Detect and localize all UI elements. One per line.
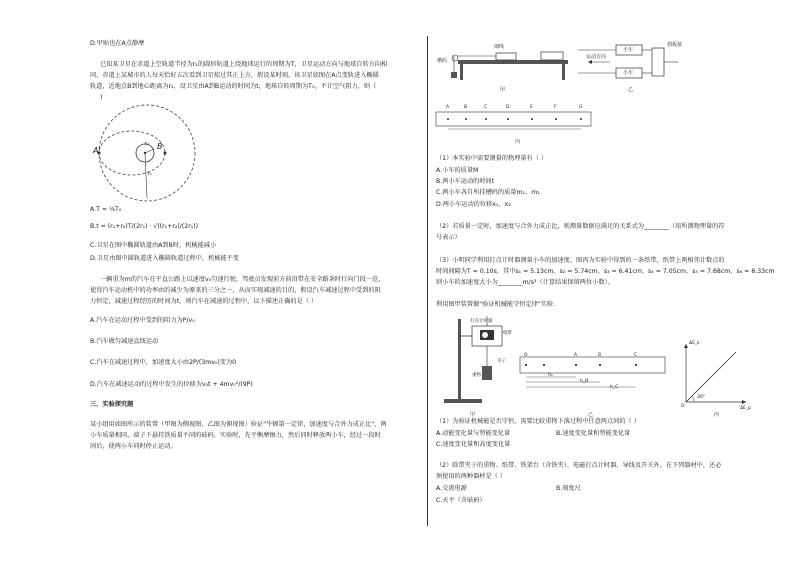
label-bing-top: 丙 [515, 139, 521, 145]
car-option-a: A.汽车在运动过程中受到的阻力为P/v₀ [90, 317, 195, 324]
tape-letter-c: C [484, 105, 488, 110]
label-hc: h_C [610, 385, 619, 390]
label-a: A [574, 353, 578, 358]
sat-option-b: B.t = (r₁+r₂)T/(2r₁) · √((r₁+r₂)/(2r₁)) [90, 223, 199, 230]
q1-text: （1）本实验中需要测量的物理量有（ ） [436, 155, 548, 162]
label-axis-x: ΔE_p [740, 406, 752, 411]
mech-intro: 利用图甲装置做"验证机械能守恒定律"实验. [436, 301, 556, 308]
mq2-option-c: C.天平（含砝码） [436, 497, 486, 504]
tape-letter-d: D [506, 105, 510, 110]
label-car2: 小车 [623, 70, 634, 76]
sat-option-c: C.卫星在图中椭圆轨道由A到B时，机械能减小 [90, 242, 217, 249]
label-yi-mid: 乙 [588, 412, 594, 418]
label-hb: h_B [580, 379, 589, 384]
orbit-figure [92, 103, 202, 213]
mech-tape-figure-yi [520, 352, 670, 392]
label-timer: 打点计时器 [470, 319, 493, 324]
q1-option-c: C.两小车各自所挂槽码的质量m₁、m₂ [436, 189, 540, 196]
cart-setup-figure-jia [436, 42, 576, 92]
mq2-line-1: （2）除带夹子的重物、纸带、铁架台（含铁夹）、电磁打点计时器、导线及开关外，在下列器材中，还必 [436, 462, 722, 469]
mq1-option-b: B.速度变化量和势能变化量 [556, 430, 631, 437]
mq2-option-a: A.交流电源 [436, 485, 467, 492]
label-angle: 30° [697, 395, 705, 400]
label-hook: 槽码 [437, 58, 448, 64]
label-car1: 小车 [623, 47, 634, 53]
car-option-d: D.汽车在减速运动的过程中发生的位移为v₀t + 4mv₀²/(9P) [90, 381, 253, 388]
tape-letter-b: B [464, 105, 468, 110]
label-c: C [634, 353, 638, 358]
energy-graph-bing [680, 340, 750, 410]
label-o: O [524, 353, 528, 358]
car-text-line-1: 一辆重为m的汽车在平直公路上以速度v₀匀速行驶，驾驶员发现前方前沿带在安全路条时行向门段一范， [100, 276, 385, 283]
tape-letter-a: A [446, 105, 450, 110]
label-yi-top: 乙 [628, 87, 634, 93]
label-ha: hₐ [548, 373, 553, 378]
label-tape: 纸带 [503, 331, 512, 336]
label-clip: 夹子 [497, 359, 506, 364]
mq1-option-a: A.动能变化量与势能变化量 [436, 430, 511, 437]
car-option-b: B.汽车做匀减速直线运动 [90, 338, 159, 345]
label-bing-mid: 丙 [714, 412, 720, 418]
exp-text-line-1: 某小组用如图所示的装置（甲图为侧视图，乙图为俯视图）验证"牛顿第一定律，加速度与合外力成正比"，两 [90, 421, 387, 428]
label-jia-mid: 甲 [470, 412, 476, 418]
fig-label-b: B [157, 142, 163, 151]
tape-letter-g: G [579, 105, 583, 110]
label-board: 刹板接 [667, 42, 683, 48]
sat-text-line-1: 已知某卫星在赤道上空轨道半径为r₁的圆形轨道上绕地球运行的周期为T，卫星运动方向与地球自转方向相 [100, 61, 388, 68]
car-text-line-2: 使得汽车运动机中的功率由的减少为原来的三分之一，从而实现减速的目的，假设汽车减速过程中受到的阻 [90, 287, 381, 294]
q3-line-1: （3）小明同学利用打点计时器测量小车的加速度，图丙为实验中得到的一条纸带，纸带上两相邻计数点的 [436, 257, 725, 264]
label-direction: 运动方向 [586, 54, 607, 60]
mq2-line-2: 须使用的两种器材是（ ） [436, 473, 507, 480]
q2-line-2: 号表示） [436, 234, 461, 241]
label-axis-y: ΔE_k [689, 341, 700, 346]
sat-option-d: D.卫星由图中圆轨道进入椭圆轨道过程中，机械能不变 [90, 255, 240, 262]
tape-figure-bing [436, 106, 596, 136]
mq1-text: （1）为验证机械能是否守恒，需要比较重物下落过程中任意两点间的（ ） [436, 418, 640, 425]
mq1-option-c: C.速度变化量和高度变化量 [436, 441, 511, 448]
fig-label-r1: r₁ [148, 171, 153, 177]
q2-line-1: （2）若质量一定时，加速度与合外力成正比，则测量数据应满足的关系式为________（用所测物理量的符 [436, 223, 725, 230]
tape-letter-f: F [554, 105, 557, 110]
label-line: 细线 [494, 44, 505, 50]
car-text-line-3: 力恒定，减速过程经历的时间为t，则汽车在减速的过程中，以下描述正确的是（ ） [90, 298, 318, 305]
sat-text-line-2: 同，赤道上某城市的人每天恰好五次看到卫星掠过其正上方，假设某时刻，该卫星如图在A点变轨进入椭圆 [90, 72, 379, 79]
q1-option-a: A.小车的质量M [436, 167, 479, 174]
fig-label-a: A [93, 146, 99, 155]
label-b: B [598, 353, 602, 358]
label-jia-top: 甲 [500, 87, 506, 93]
sat-text-line-3: 轨道，近地点B到地心距离为r₂，设卫星由A到B运动的时间为t，地球自转周期为T₀，不计空气阻力，则（ [90, 83, 377, 90]
q3-line-2: 时间间隔为T = 0.10s，其中s₁ = 5.13cm、s₂ = 5.74cm、s₃ = 6.41cm、s₄ = 7.05cm、s₅ = 7.68cm、s₆ = 8.33cm [436, 268, 775, 275]
label-origin: O [681, 404, 685, 409]
q3-line-3: 则小车的加速度大小为________m/s²（计算结果保留两位小数）。 [436, 279, 614, 286]
exp-text-line-2: 小车质量相同，端子下悬挂铁质量不同的砝码，实验时，先平衡摩擦力，然后同时释放两小车，经过一段时 [90, 432, 381, 439]
label-weight: 重物 [472, 373, 481, 378]
tape-letter-e: E [530, 105, 533, 110]
car-option-c: C.汽车在减速过程中，加速度大小由2P/(3mv₀)变为0 [90, 359, 237, 366]
q1-option-d: D.两小车运动的位移x₁、x₂ [436, 201, 511, 208]
column-divider [427, 36, 428, 526]
fig-label-r2: r₂ [145, 141, 150, 147]
prev-option-d: D.甲贴也在A点静摩 [90, 40, 145, 47]
section-title: 三、实验探究题 [90, 401, 134, 408]
sat-option-a: A.T = ⅙T₀ [90, 206, 122, 213]
sat-text-line-4: ) [100, 94, 103, 101]
mq2-option-b: B.刻度尺 [556, 485, 581, 492]
exp-text-line-3: 间后，使两小车同时停止运动。 [90, 443, 177, 450]
q1-option-b: B.两小车运动的时间t [436, 178, 495, 185]
